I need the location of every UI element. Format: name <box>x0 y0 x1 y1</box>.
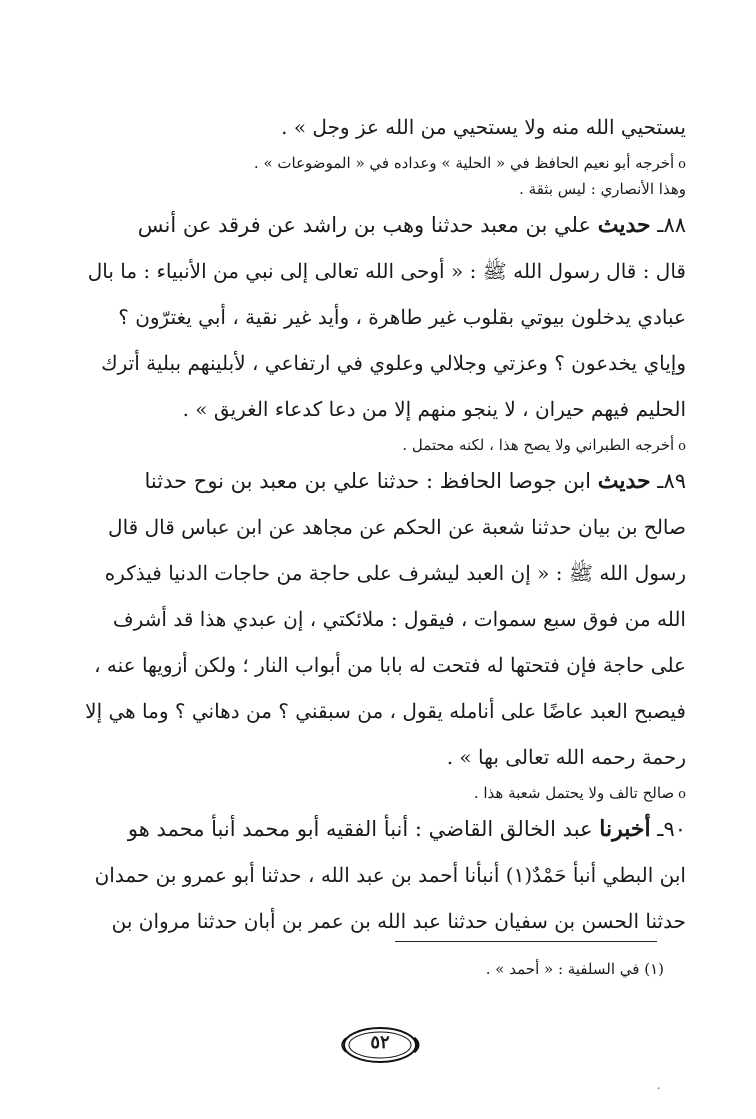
hadith-keyword: حديث <box>597 468 651 494</box>
text-line: عبادي يدخلون بيوتي بقلوب غير طاهرة ، وأيد غير نقية ، أبي يغترّون ؟ <box>118 305 686 329</box>
hadith-line: ٨٨ـ حديث علي بن معبد حدثنا وهب بن راشد عن فرقد عن أنس <box>137 212 686 238</box>
text-line: يستحيي الله منه ولا يستحيي من الله عز وجل » . <box>281 115 686 139</box>
main-text <box>70 104 686 944</box>
footnote: (١) في السلفية : « أحمد » . <box>485 960 664 978</box>
footnote-separator <box>395 941 657 942</box>
text-line: الحليم فيهم حيران ، لا ينجو منهم إلا من دعا كدعاء الغريق » . <box>182 397 686 421</box>
text-line: قال : قال رسول الله ﷺ : « أوحى الله تعالى إلى نبي من الأنبياء : ما بال <box>87 259 686 283</box>
hadith-line: ٨٩ـ حديث ابن جوصا الحافظ : حدثنا علي بن معبد بن نوح حدثنا <box>144 468 686 494</box>
note-line: oأخرجه أبو نعيم الحافظ في « الحلية » وعداده في « الموضوعات » . <box>253 154 686 172</box>
note-line: oأخرجه الطبراني ولا يصح هذا ، لكنه محتمل . <box>402 436 686 454</box>
text-line: ابن البطي أنبأ حَمْدٌ(١) أنبأنا أحمد بن عبد الله ، حدثنا أبو عمرو بن حمدان <box>94 863 686 887</box>
hadith-line: ٩٠ـ أخبرنا عبد الخالق القاضي : أنبأ الفقيه أبو محمد أنبأ محمد هو <box>127 816 686 842</box>
text-line: الله من فوق سبع سموات ، فيقول : ملائكتي ، إن عبدي هذا قد أشرف <box>112 607 686 631</box>
text-line: وإياي يخدعون ؟ وعزتي وجلالي وعلوي في ارتفاعي ، لأبلينهم ببلية أترك <box>101 351 686 375</box>
note-marker: o <box>678 787 686 802</box>
text-line: فيصبح العبد عاضًا على أنامله يقول ، من سبقني ؟ من دهاني ؟ وما هي إلا <box>85 699 686 723</box>
hadith-keyword: أخبرنا <box>599 816 651 842</box>
page-number-ornament <box>338 1022 422 1068</box>
text-line: حدثنا الحسن بن سفيان حدثنا عبد الله بن عمر بن أبان حدثنا مروان بن <box>111 909 686 933</box>
note-line: وهذا الأنصاري : ليس بثقة . <box>519 180 686 198</box>
page-number: ٥٢ <box>370 1032 390 1053</box>
text-line: رحمة رحمه الله تعالى بها » . <box>446 745 686 769</box>
note-line: oصالح تالف ولا يحتمل شعبة هذا . <box>473 784 686 802</box>
hadith-keyword: حديث <box>597 212 651 238</box>
text-line: رسول الله ﷺ : « إن العبد ليشرف على حاجة من حاجات الدنيا فيذكره <box>104 561 686 585</box>
note-marker: o <box>678 157 686 172</box>
text-line: على حاجة فإن فتحتها له فتحت له بابا من أبواب النار ؛ ولكن أزويها عنه ، <box>94 653 686 677</box>
corner-mark: ٠ <box>656 1083 662 1094</box>
note-marker: o <box>678 439 686 454</box>
text-line: صالح بن بيان حدثنا شعبة عن الحكم عن مجاهد عن ابن عباس قال قال <box>108 515 686 539</box>
